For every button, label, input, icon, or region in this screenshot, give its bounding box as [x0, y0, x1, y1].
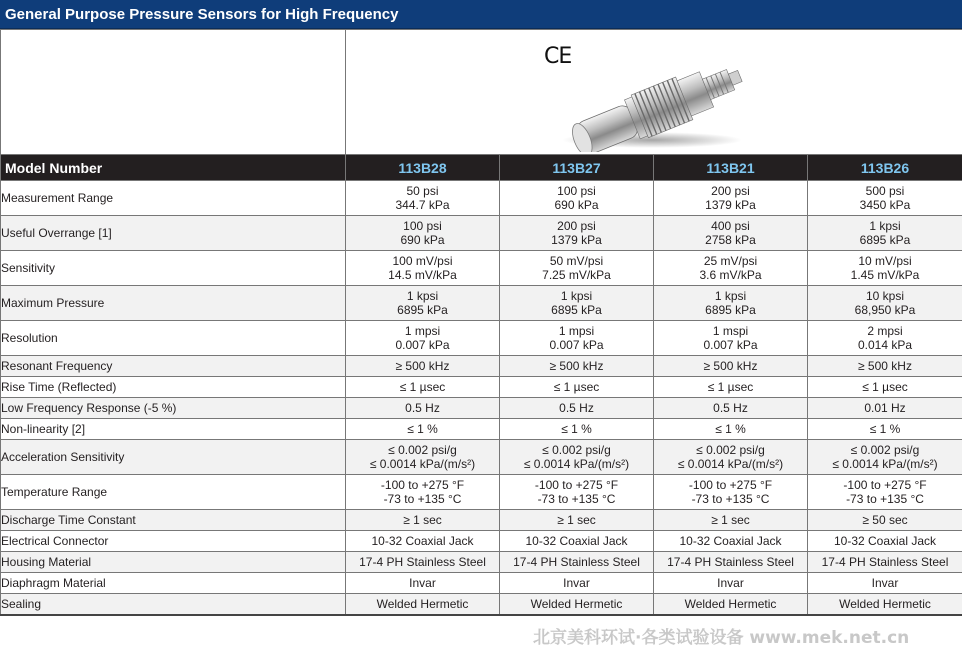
spec-value: Welded Hermetic	[530, 597, 623, 611]
spec-value-cell	[808, 377, 962, 398]
spec-value: -100 to +275 °F	[534, 478, 619, 492]
spec-value: 400 psi	[711, 219, 750, 233]
spec-value-cell	[500, 475, 654, 510]
model-number-label: Model Number	[1, 155, 346, 181]
spec-value: ≤ 1 µsec	[399, 380, 446, 394]
spec-value-cell	[346, 573, 500, 594]
spec-value: 1 kpsi	[714, 289, 747, 303]
spec-value: 2758 kPa	[705, 233, 756, 247]
spec-value: 6895 kPa	[859, 233, 911, 247]
spec-value: ≥ 50 sec	[862, 513, 908, 527]
spec-row	[1, 398, 962, 419]
spec-value: 1 kpsi	[869, 219, 901, 233]
spec-value: 7.25 mV/kPa	[542, 268, 611, 282]
model-113b28: 113B28	[346, 155, 500, 181]
spec-value-cell	[500, 573, 654, 594]
spec-value-cell	[808, 510, 962, 531]
spec-label: Resonant Frequency	[1, 356, 346, 377]
spec-value: ≥ 500 kHz	[703, 359, 758, 373]
spec-value-cell	[346, 181, 500, 216]
spec-value-cell	[654, 510, 808, 531]
spec-value: ≥ 500 kHz	[395, 359, 450, 373]
spec-value-cell	[500, 398, 654, 419]
model-number-header	[1, 155, 962, 181]
spec-value: -100 to +275 °F	[843, 478, 927, 492]
spec-value: ≤ 0.0014 kPa/(m/s²)	[369, 457, 476, 471]
spec-value: 6895 kPa	[551, 303, 602, 317]
spec-value-cell	[654, 475, 808, 510]
spec-value-cell	[346, 552, 500, 573]
model-113b26: 113B26	[808, 155, 962, 181]
spec-value-cell	[346, 475, 500, 510]
spec-value: 10-32 Coaxial Jack	[525, 534, 628, 548]
spec-value: 1379 kPa	[551, 233, 602, 247]
spec-value-cell	[808, 594, 962, 616]
spec-value: ≤ 0.0014 kPa/(m/s²)	[832, 457, 938, 471]
watermark-text: 北京美科环试·各类试验设备 www.mek.net.cn	[533, 628, 910, 648]
spec-value: 344.7 kPa	[395, 198, 450, 212]
spec-value: Welded Hermetic	[376, 597, 469, 611]
product-image-cell	[346, 30, 962, 155]
spec-value-cell	[808, 398, 962, 419]
spec-value: ≤ 1 %	[715, 422, 746, 436]
spec-value: 0.007 kPa	[703, 338, 758, 352]
spec-value-cell	[808, 475, 962, 510]
spec-value: 0.5 Hz	[405, 401, 440, 415]
spec-value-cell	[346, 251, 500, 286]
spec-value: 3450 kPa	[859, 198, 911, 212]
spec-label: Diaphragm Material	[1, 573, 346, 594]
spec-value: 0.5 Hz	[713, 401, 748, 415]
spec-value-cell	[808, 286, 962, 321]
spec-value: ≤ 0.002 psi/g	[542, 443, 611, 457]
spec-value: -73 to +135 °C	[383, 492, 462, 506]
spec-label: Maximum Pressure	[1, 286, 346, 321]
spec-row	[1, 356, 962, 377]
spec-label: Rise Time (Reflected)	[1, 377, 346, 398]
spec-value: 1 kpsi	[406, 289, 439, 303]
spec-value-cell	[346, 419, 500, 440]
spec-value: 10-32 Coaxial Jack	[371, 534, 474, 548]
spec-table	[0, 29, 962, 616]
spec-value: 3.6 mV/kPa	[699, 268, 762, 282]
spec-value: ≥ 1 sec	[403, 513, 442, 527]
spec-row	[1, 573, 962, 594]
spec-value-cell	[500, 321, 654, 356]
spec-value: ≤ 1 %	[407, 422, 438, 436]
spec-value-cell	[346, 398, 500, 419]
spec-value: 500 psi	[865, 184, 905, 198]
spec-value: ≤ 1 µsec	[553, 380, 600, 394]
spec-value: ≤ 1 %	[561, 422, 592, 436]
spec-label: Housing Material	[1, 552, 346, 573]
spec-value: 200 psi	[711, 184, 750, 198]
spec-value: -100 to +275 °F	[688, 478, 773, 492]
spec-value: 17-4 PH Stainless Steel	[667, 555, 794, 569]
spec-value: Invar	[409, 576, 436, 590]
spec-value-cell	[500, 216, 654, 251]
spec-row	[1, 594, 962, 616]
spec-value-cell	[654, 356, 808, 377]
spec-value: 690 kPa	[554, 198, 599, 212]
spec-value-cell	[654, 419, 808, 440]
spec-value-cell	[654, 594, 808, 616]
spec-value: 10-32 Coaxial Jack	[679, 534, 782, 548]
ce-mark: CE	[544, 44, 572, 69]
spec-value: ≥ 500 kHz	[858, 359, 912, 373]
spec-value-cell	[346, 510, 500, 531]
spec-value-cell	[654, 286, 808, 321]
spec-value-cell	[654, 552, 808, 573]
spec-value-cell	[808, 531, 962, 552]
spec-value: Invar	[563, 576, 590, 590]
spec-label: Electrical Connector	[1, 531, 346, 552]
spec-row	[1, 475, 962, 510]
spec-row	[1, 181, 962, 216]
spec-value-cell	[808, 419, 962, 440]
spec-value-cell	[346, 216, 500, 251]
spec-label: Non-linearity [2]	[1, 419, 346, 440]
spec-value-cell	[500, 377, 654, 398]
spec-value: 68,950 kPa	[854, 303, 916, 317]
spec-value: 2 mpsi	[867, 324, 903, 338]
spec-value-cell	[500, 531, 654, 552]
spec-value: 100 psi	[403, 219, 442, 233]
spec-label: Sensitivity	[1, 251, 346, 286]
spec-value: 14.5 mV/kPa	[388, 268, 457, 282]
spec-value-cell	[346, 531, 500, 552]
spec-label: Discharge Time Constant	[1, 510, 346, 531]
spec-row	[1, 321, 962, 356]
spec-value: ≤ 0.002 psi/g	[696, 443, 765, 457]
spec-label: Low Frequency Response (-5 %)	[1, 398, 346, 419]
spec-value: ≤ 1 µsec	[862, 380, 908, 394]
spec-value: 200 psi	[557, 219, 596, 233]
spec-row	[1, 440, 962, 475]
spec-label: Measurement Range	[1, 181, 346, 216]
model-113b27: 113B27	[500, 155, 654, 181]
spec-value: Welded Hermetic	[839, 597, 931, 611]
spec-value-cell	[654, 573, 808, 594]
spec-value: 0.014 kPa	[857, 338, 913, 352]
spec-value: -73 to +135 °C	[846, 492, 924, 506]
spec-value-cell	[500, 356, 654, 377]
spec-value: 1 mpsi	[558, 324, 595, 338]
spec-value-cell	[500, 594, 654, 616]
spec-value-cell	[654, 251, 808, 286]
spec-value: 6895 kPa	[397, 303, 448, 317]
spec-row	[1, 251, 962, 286]
spec-value-cell	[654, 377, 808, 398]
pressure-sensor-image	[552, 42, 772, 152]
spec-value-cell	[654, 531, 808, 552]
spec-value-cell	[808, 552, 962, 573]
spec-value: 1379 kPa	[705, 198, 756, 212]
spec-label: Useful Overrange [1]	[1, 216, 346, 251]
spec-value: 0.5 Hz	[559, 401, 594, 415]
spec-value: 6895 kPa	[705, 303, 756, 317]
spec-label: Sealing	[1, 594, 346, 616]
spec-value-cell	[500, 181, 654, 216]
spec-value: Invar	[717, 576, 744, 590]
spec-value: ≤ 0.002 psi/g	[388, 443, 457, 457]
spec-row	[1, 377, 962, 398]
spec-value: 100 psi	[557, 184, 596, 198]
spec-value: ≥ 1 sec	[557, 513, 596, 527]
spec-value-cell	[500, 440, 654, 475]
spec-value-cell	[346, 594, 500, 616]
spec-row	[1, 216, 962, 251]
spec-value: 17-4 PH Stainless Steel	[359, 555, 486, 569]
spec-value: 50 mV/psi	[549, 254, 604, 268]
spec-value-cell	[808, 216, 962, 251]
spec-value: 17-4 PH Stainless Steel	[513, 555, 640, 569]
spec-value-cell	[346, 286, 500, 321]
spec-row	[1, 286, 962, 321]
spec-value: Invar	[871, 576, 899, 590]
spec-value-cell	[500, 286, 654, 321]
spec-value: -73 to +135 °C	[537, 492, 616, 506]
spec-value-cell	[808, 573, 962, 594]
spec-value-cell	[808, 181, 962, 216]
spec-value: ≤ 0.0014 kPa/(m/s²)	[523, 457, 630, 471]
spec-value-cell	[346, 356, 500, 377]
spec-value-cell	[346, 377, 500, 398]
spec-value-cell	[500, 510, 654, 531]
spec-value: -73 to +135 °C	[691, 492, 770, 506]
spec-value: 100 mV/psi	[392, 254, 453, 268]
spec-value: ≤ 0.0014 kPa/(m/s²)	[677, 457, 784, 471]
spec-value: 1 mspi	[712, 324, 749, 338]
spec-value: 0.007 kPa	[395, 338, 450, 352]
spec-value-cell	[500, 419, 654, 440]
spec-value: Welded Hermetic	[684, 597, 777, 611]
spec-value: ≤ 1 µsec	[707, 380, 754, 394]
spec-value-cell	[808, 251, 962, 286]
spec-row	[1, 531, 962, 552]
spec-value-cell	[654, 321, 808, 356]
spec-label: Resolution	[1, 321, 346, 356]
spec-value: 17-4 PH Stainless Steel	[821, 555, 949, 569]
spec-value: 0.01 Hz	[864, 401, 906, 415]
image-row-blank	[1, 30, 346, 155]
spec-value-cell	[346, 321, 500, 356]
spec-value-cell	[500, 251, 654, 286]
spec-value-cell	[654, 440, 808, 475]
spec-value: 1.45 mV/kPa	[850, 268, 920, 282]
spec-label: Temperature Range	[1, 475, 346, 510]
image-row	[1, 30, 962, 155]
spec-value: 10 kpsi	[865, 289, 905, 303]
model-113b21: 113B21	[654, 155, 808, 181]
spec-value: 690 kPa	[400, 233, 445, 247]
spec-value: ≤ 0.002 psi/g	[850, 443, 920, 457]
spec-value: 1 kpsi	[560, 289, 593, 303]
spec-value: 1 mpsi	[404, 324, 441, 338]
spec-value-cell	[808, 440, 962, 475]
spec-value-cell	[654, 216, 808, 251]
spec-row	[1, 510, 962, 531]
spec-value-cell	[808, 321, 962, 356]
spec-value-cell	[808, 356, 962, 377]
spec-value: 0.007 kPa	[549, 338, 604, 352]
spec-value: 25 mV/psi	[703, 254, 758, 268]
spec-row	[1, 419, 962, 440]
spec-value-cell	[346, 440, 500, 475]
spec-value: 10 mV/psi	[858, 254, 912, 268]
spec-value: -100 to +275 °F	[380, 478, 465, 492]
spec-value: ≥ 500 kHz	[549, 359, 604, 373]
spec-value: 50 psi	[406, 184, 439, 198]
spec-value-cell	[654, 181, 808, 216]
spec-label: Acceleration Sensitivity	[1, 440, 346, 475]
page-title: General Purpose Pressure Sensors for High Frequency	[0, 0, 962, 29]
spec-value: ≥ 1 sec	[711, 513, 750, 527]
spec-value-cell	[500, 552, 654, 573]
spec-value: ≤ 1 %	[869, 422, 901, 436]
spec-value: 10-32 Coaxial Jack	[833, 534, 937, 548]
spec-row	[1, 552, 962, 573]
spec-value-cell	[654, 398, 808, 419]
